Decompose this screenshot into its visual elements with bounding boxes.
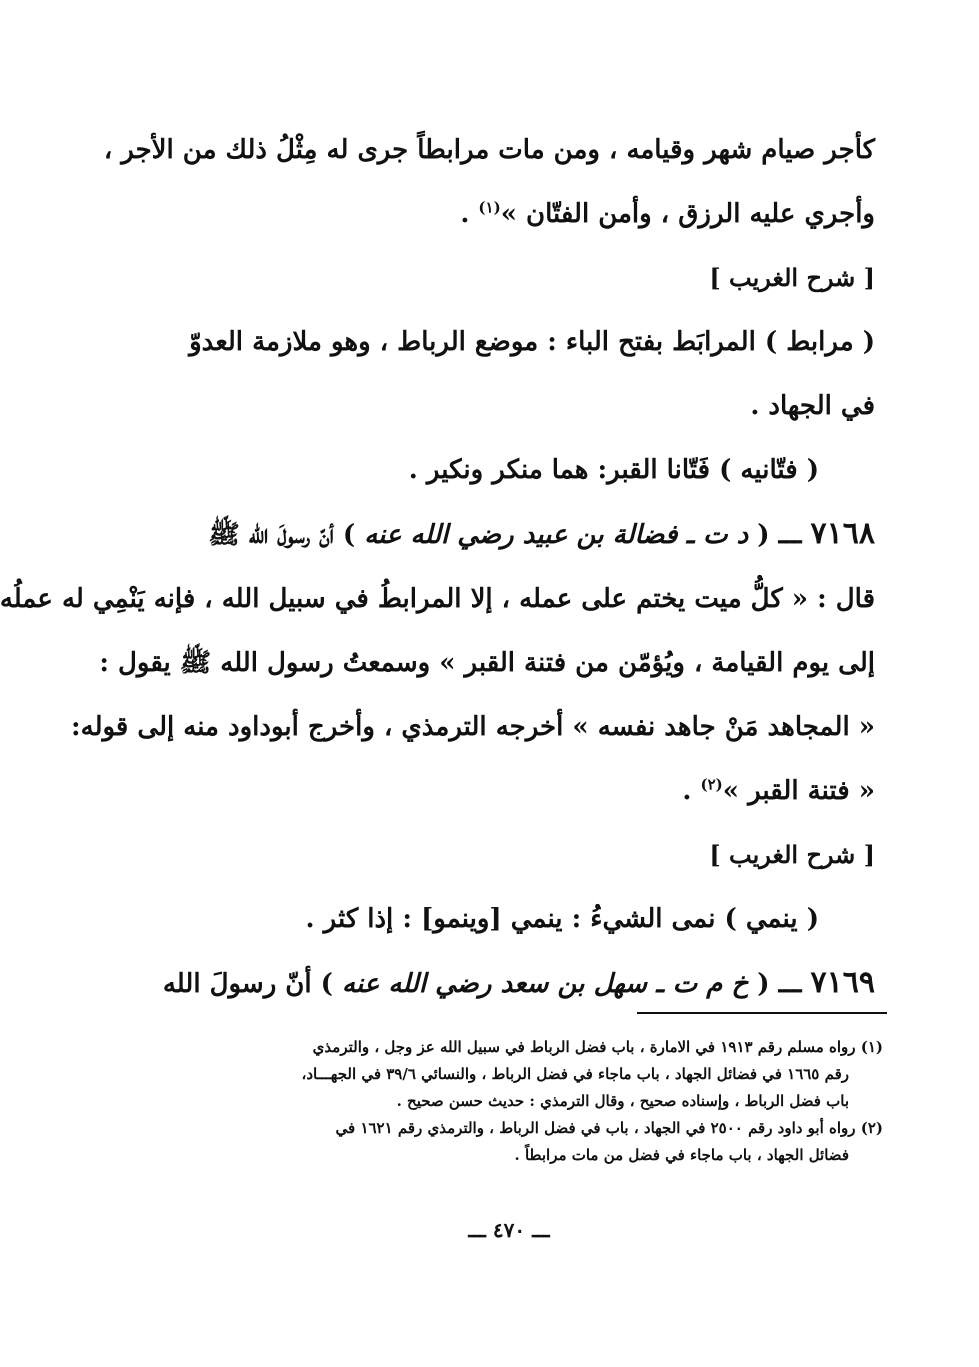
text-line-2 <box>149 182 875 246</box>
hadith-7168-source: د ت ـ فضالة بن عبيد رضي الله عنه <box>364 520 749 550</box>
hadith-7168-close: ) أنّ رسولَ الله ﷺ <box>208 520 365 550</box>
hadith-7169-close: ) أنّ رسولَ الله <box>162 969 343 999</box>
footnote-1 <box>149 1034 883 1115</box>
glossary-heading-2: [ شرح الغريب ] <box>709 840 875 869</box>
hadith-number-7168: ٧١٦٨ <box>810 516 875 551</box>
text-line-10-end: . <box>682 776 701 806</box>
hadith-number-7169: ٧١٦٩ <box>810 965 875 1000</box>
footnote-1-line-2: رقم ١٦٦٥ في فضائل الجهاد ، باب ماجاء في فضل الرباط ، والنسائي ٣٩/٦ في الجهـــاد، <box>301 1065 849 1083</box>
text-line-8: إلى يوم القيامة ، ويُؤمّن من فتنة القبر » وسمعتُ رسول الله ﷺ يقول : <box>99 648 875 678</box>
footnote-ref-2: (٢) <box>700 775 723 794</box>
text-line-10-body: « فتنة القبر » <box>722 776 875 806</box>
footnote-2-line-2: فضائل الجهاد ، باب ماجاء في فضل من مات مرابطاً . <box>514 1146 849 1164</box>
footnote-1-line-1: (١) رواه مسلم رقم ١٩١٣ في الامارة ، باب فضل الرباط في سبيل الله عز وجل ، والترمذي <box>312 1038 883 1056</box>
hadith-7169-header <box>149 951 875 1016</box>
text-line-3: ( مرابط ) المرابَط بفتح الباء : موضع الرباط ، وهو ملازمة العدوّ <box>189 327 875 357</box>
hadith-7168-header <box>149 502 875 567</box>
footnote-2-line-1: (٢) رواه أبو داود رقم ٢٥٠٠ في الجهاد ، باب في فضل الرباط ، والترمذي رقم ١٦٢١ في <box>335 1119 883 1137</box>
text-line-4: في الجهاد . <box>750 391 875 421</box>
text-line-7: قال : « كلُّ ميت يختم على عمله ، إلا المرابطُ في سبيل الله ، فإنه يَنْمِي له عملُه <box>0 584 875 614</box>
text-line-5: ( فتّانيه ) فَتّانا القبر: هما منكر ونكير . <box>408 455 819 485</box>
text-line-1: كأجر صيام شهر وقيامه ، ومن مات مرابطاً جرى له مِثْلُ ذلك من الأجر ، <box>103 135 875 165</box>
glossary-heading-1: [ شرح الغريب ] <box>709 263 875 292</box>
hadith-7168-open: ـــ ( <box>748 520 811 550</box>
text-line-2-body: وأجري عليه الرزق ، وأمن الفتّان » <box>500 199 875 229</box>
footnotes <box>149 1034 883 1169</box>
footnote-ref-1: (١) <box>478 198 501 217</box>
hadith-7169-source: خ م ت ـ سهل بن سعد رضي الله عنه <box>342 969 749 999</box>
text-line-2-end: . <box>460 199 479 229</box>
text-line-11: ( ينمي ) نمى الشيءُ : ينمي [وينمو] : إذا كثر . <box>305 904 819 934</box>
footnote-divider <box>637 1012 887 1014</box>
footnote-1-line-3: باب فضل الرباط ، وإسناده صحيح ، وقال الترمذي : حديث حسن صحيح . <box>396 1092 849 1110</box>
main-text <box>0 118 875 1016</box>
footnote-2 <box>149 1115 883 1169</box>
page-number: ـــ ٤٧٠ ـــ <box>468 1218 550 1242</box>
hadith-7169-open: ـــ ( <box>748 969 811 999</box>
text-line-9: « المجاهد مَنْ جاهد نفسه » أخرجه الترمذي ، وأخرج أبوداود منه إلى قوله: <box>71 712 875 742</box>
text-line-10 <box>149 759 875 823</box>
